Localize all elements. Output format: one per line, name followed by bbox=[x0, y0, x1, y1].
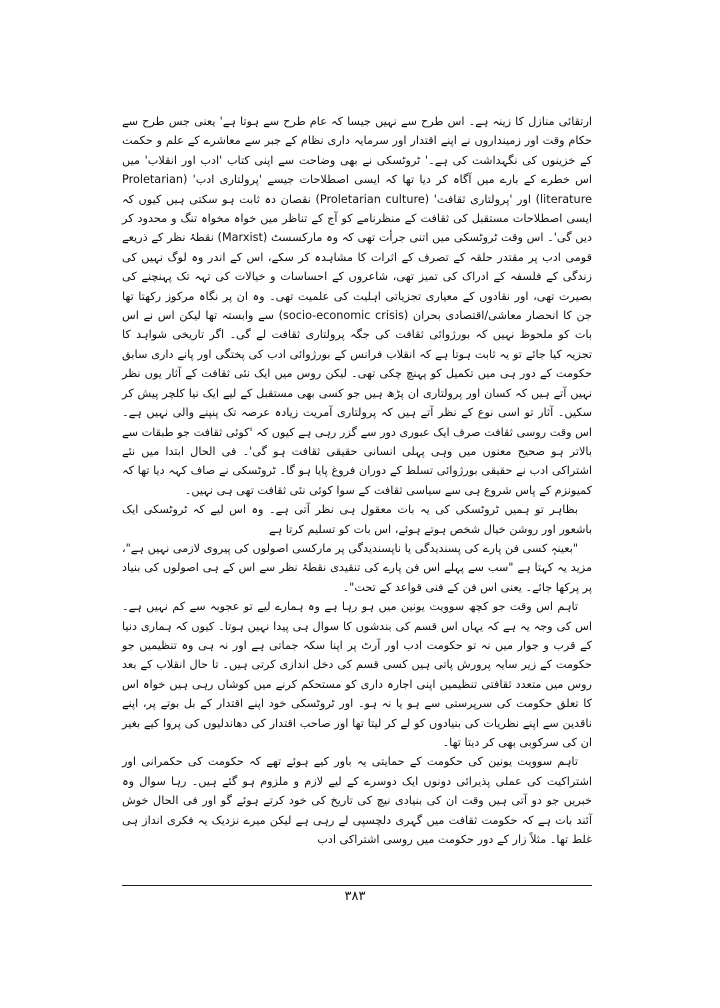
quotation-paragraph: "بعینہٖ کسی فن پارے کی پسندیدگی یا ناپسندیدگی پر مارکسی اصولوں کی پیروی لازمی نہیں ہے"، مزید یہ کہتا ہے "سب سے پہلے اس فن پارے کی تنقیدی نقطۂ نظر سے اس کے ہی اصولوں کی بنیاد پر پرکھا جائے۔ یعنی اس فن کے فنی قواعد کے تحت"۔ bbox=[122, 541, 592, 594]
paragraph: تاہم سوویت یونین کی حکومت کے حمایتی یہ باور کیے ہوئے تھے کہ حکومت کی حکمرانی اور اشتراکیت کی عملی پذیرائی دونوں ایک دوسرے کے لیے لازم و ملزوم ہو گئے ہیں۔ رہا سوال وہ خبریں جو دو آتی ہیں وقت ان کی بنیادی نیچ کی تاریخ کی خود کرتے ہوئے گو اور فی الحال خوش آئند بات ہے کہ حکومت ثقافت میں گہری دلچسپی لے رہی ہے لیکن میرے نزدیک یہ فکری انداز ہی غلط تھا۔ مثلاً زار کے دور حکومت میں روسی اشتراکی ادب bbox=[122, 755, 592, 847]
paragraph: بظاہر تو ہمیں ٹروٹسکی کی یہ بات معقول ہی نظر آتی ہے۔ وہ اس لیے کہ ٹروٹسکی ایک باشعور اور روشن خیال شخص ہوتے ہوئے، اس بات کو تسلیم کرتا ہے bbox=[122, 503, 592, 536]
paragraph: تاہم اس وقت جو کچھ سوویت یونین میں ہو رہا ہے وہ ہمارے لیے تو عجوبہ سے کم نہیں ہے۔ اس کی وجہ یہ ہے کہ یہاں اس قسم کی بندشوں کا سوال ہی پیدا نہیں ہوتا۔ کیوں کہ ہماری دنیا کے قرب و جوار میں نہ تو حکومت ادب اور آرٹ پر اپنا سکہ جماتی ہے اور نہ ہی وہ تنظیمیں جو حکومت کے زیر سایہ پرورش پاتی ہیں کسی قسم کی دخل اندازی کرتی ہیں۔ تا حال انقلاب کے بعد روس میں متعدد ثقافتی تنظیمیں اپنی اجارہ داری کو مستحکم کرنے میں کوشاں رہی ہیں خواہ اس کا تعلق حکومت کی سرپرستی سے ہو یا نہ ہو۔ اور ٹروٹسکی خود اپنے اقتدار کے بل بوتے پر، اپنے ناقدین سے اپنے نظریات کی بنیادوں کو لے کر لیتا تھا اور صاحب اقتدار کی دھاندلیوں کی پروا کیے بغیر ان کی سرکوبی بھی کر دیتا تھا۔ bbox=[122, 600, 592, 749]
page-number: ۳۸۳ bbox=[344, 889, 366, 904]
footer-divider bbox=[122, 885, 592, 886]
paragraph: ارتقائی منازل کا زینہ ہے۔ اس طرح سے نہیں جیسا کہ عام طرح سے ہوتا ہے' یعنی جس طرح سے حکام وقت اور زمینداروں نے اپنے اقتدار اور سرمایہ داری نظام کے جبر سے معاشرے کے علم و حکمت کے خزینوں کی نگہداشت کی ہے۔' ٹروٹسکی نے بھی وضاحت سے اپنی کتاب 'ادب اور انقلاب' میں اس خطرے کے بارے میں آگاہ کر دیا تھا کہ ایسی اصطلاحات جیسے 'پرولتاری ادب' (Proletarian literature) اور 'پرولتاری ثقافت' (Proletarian culture) نقصان دہ ثابت ہو سکتی ہیں کیوں کہ ایسی اصطلاحات مستقبل کی ثقافت کے منظرنامے کو آج کے تناظر میں خواہ مخواہ تنگ و محدود کر دیں گی'۔ اس وقت ٹروٹسکی میں اتنی جرأت تھی کہ وہ مارکسسٹ (Marxist) نقطۂ نظر کے ذریعے قومی ادب پر مقتدر حلقہ کے تصرف کے اثرات کا مشاہدہ کر سکے، اس کے اندر وہ لوگ نہیں کی زندگی کے فلسفہ کے ادراک کی تمیز تھی، شاعروں کے احساسات و خیالات کی تہہ تک پہنچنے کی بصیرت تھی، اور نقادوں کے معیاری تجزیاتی اہلیت کی علمیت تھی۔ وہ ان پر نگاہ مرکوز رکھتا تھا جن کا انحصار معاشی/اقتصادی بحران (socio-economic crisis) سے وابستہ تھا لیکن اس نے اس بات کو ملحوظ نہیں کہ بورژوائی ثقافت کی جگہ پرولتاری ثقافت لے گی۔ اگر تاریخی شواہد کا تجزیہ کیا جائے تو یہ ثابت ہوتا ہے کہ انقلاب فرانس کے بورژوائی ادب کی پختگی اور پانے داری سابق حکومت کے دور ہی میں تکمیل کو پہنچ چکی تھی۔ لیکن روس میں ایک نئی ثقافت کے آثار یوں نظر نہیں آتے ہیں کہ کسان اور پرولتاری ان پڑھ ہیں جو کسی بھی مستقبل کے لیے ایک نیا کلچر پیش کر سکیں۔ آثار تو اسی نوع کے نظر آتے ہیں کہ پرولتاری آمریت زیادہ عرصہ تک پنپنے والی نہیں ہے۔ اس وقت روسی ثقافت صرف ایک عبوری دور سے گزر رہی ہے کیوں کہ 'کوئی ثقافت جو طبقات سے بالاتر ہو صحیح معنوں میں وہی پہلی انسانی حقیقی ثقافت ہو گی'۔ فی الحال ابتدا میں نئے اشتراکی ادب نے حقیقی بورژوائی تسلط کے دوران فروغ پایا ہو گا۔ ٹروٹسکی نے صاف کہہ دیا تھا کہ کمیونزم کے پاس شروع ہی سے سیاسی ثقافت کے سوا کوئی نئی ثقافت تھی ہی نہیں۔ bbox=[122, 115, 592, 497]
body-text bbox=[122, 112, 592, 849]
